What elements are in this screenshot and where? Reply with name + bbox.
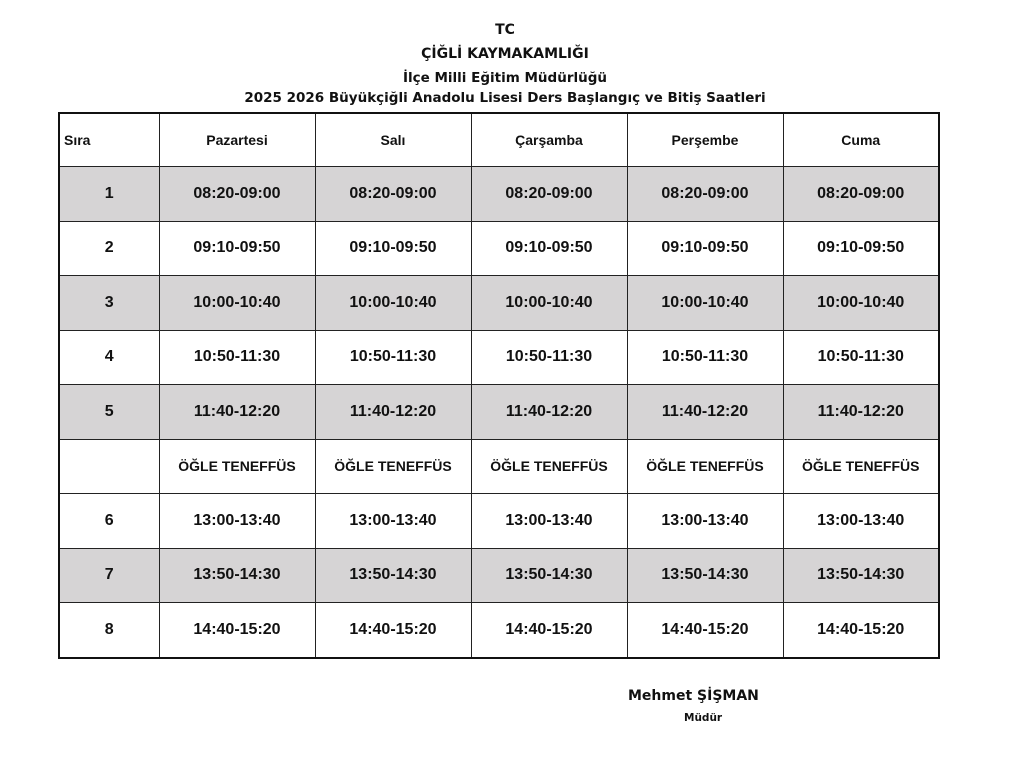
column-header-sali: Salı xyxy=(315,113,471,167)
table-row xyxy=(59,276,939,331)
table-row xyxy=(59,330,939,385)
signatory-name: Mehmet ŞİŞMAN xyxy=(628,688,759,704)
column-header-carsamba: Çarşamba xyxy=(471,113,627,167)
time-cell: 08:20-09:00 xyxy=(783,167,939,222)
signatory-role: Müdür xyxy=(684,712,723,724)
break-cell: ÖĞLE TENEFFÜS xyxy=(471,439,627,494)
time-cell: 11:40-12:20 xyxy=(783,385,939,440)
row-number: 7 xyxy=(59,548,159,603)
table-row xyxy=(59,167,939,222)
break-cell: ÖĞLE TENEFFÜS xyxy=(627,439,783,494)
table-row xyxy=(59,221,939,276)
table-header-row xyxy=(59,113,939,167)
schedule-table xyxy=(58,112,940,659)
time-cell: 13:00-13:40 xyxy=(783,494,939,549)
time-cell: 08:20-09:00 xyxy=(627,167,783,222)
time-cell: 09:10-09:50 xyxy=(159,221,315,276)
row-number xyxy=(59,439,159,494)
time-cell: 08:20-09:00 xyxy=(159,167,315,222)
break-cell: ÖĞLE TENEFFÜS xyxy=(315,439,471,494)
time-cell: 08:20-09:00 xyxy=(471,167,627,222)
row-number: 5 xyxy=(59,385,159,440)
row-number: 8 xyxy=(59,603,159,658)
time-cell: 10:50-11:30 xyxy=(783,330,939,385)
time-cell: 14:40-15:20 xyxy=(627,603,783,658)
time-cell: 14:40-15:20 xyxy=(783,603,939,658)
time-cell: 09:10-09:50 xyxy=(783,221,939,276)
time-cell: 09:10-09:50 xyxy=(627,221,783,276)
column-header-sira: Sıra xyxy=(59,113,159,167)
time-cell: 10:00-10:40 xyxy=(159,276,315,331)
time-cell: 14:40-15:20 xyxy=(315,603,471,658)
time-cell: 10:50-11:30 xyxy=(159,330,315,385)
header-line-district: ÇİĞLİ KAYMAKAMLIĞI xyxy=(421,46,589,62)
column-header-cuma: Cuma xyxy=(783,113,939,167)
time-cell: 13:50-14:30 xyxy=(315,548,471,603)
column-header-persembe: Perşembe xyxy=(627,113,783,167)
time-cell: 10:00-10:40 xyxy=(783,276,939,331)
time-cell: 13:00-13:40 xyxy=(627,494,783,549)
time-cell: 10:50-11:30 xyxy=(471,330,627,385)
row-number: 6 xyxy=(59,494,159,549)
row-number: 4 xyxy=(59,330,159,385)
time-cell: 11:40-12:20 xyxy=(471,385,627,440)
table-row xyxy=(59,603,939,658)
time-cell: 10:50-11:30 xyxy=(627,330,783,385)
time-cell: 09:10-09:50 xyxy=(315,221,471,276)
break-cell: ÖĞLE TENEFFÜS xyxy=(783,439,939,494)
time-cell: 14:40-15:20 xyxy=(159,603,315,658)
row-number: 1 xyxy=(59,167,159,222)
lunch-break-row xyxy=(59,439,939,494)
time-cell: 10:00-10:40 xyxy=(315,276,471,331)
header-line-tc: TC xyxy=(495,22,515,38)
break-cell: ÖĞLE TENEFFÜS xyxy=(159,439,315,494)
time-cell: 13:50-14:30 xyxy=(627,548,783,603)
row-number: 3 xyxy=(59,276,159,331)
time-cell: 11:40-12:20 xyxy=(627,385,783,440)
table-row xyxy=(59,494,939,549)
time-cell: 13:00-13:40 xyxy=(159,494,315,549)
row-number: 2 xyxy=(59,221,159,276)
time-cell: 13:00-13:40 xyxy=(315,494,471,549)
time-cell: 14:40-15:20 xyxy=(471,603,627,658)
table-row xyxy=(59,548,939,603)
time-cell: 13:00-13:40 xyxy=(471,494,627,549)
time-cell: 13:50-14:30 xyxy=(471,548,627,603)
column-header-pazartesi: Pazartesi xyxy=(159,113,315,167)
time-cell: 13:50-14:30 xyxy=(783,548,939,603)
time-cell: 09:10-09:50 xyxy=(471,221,627,276)
time-cell: 11:40-12:20 xyxy=(159,385,315,440)
time-cell: 08:20-09:00 xyxy=(315,167,471,222)
header-line-directorate: İlçe Milli Eğitim Müdürlüğü xyxy=(402,70,607,86)
table-row xyxy=(59,385,939,440)
time-cell: 11:40-12:20 xyxy=(315,385,471,440)
time-cell: 10:00-10:40 xyxy=(471,276,627,331)
time-cell: 10:00-10:40 xyxy=(627,276,783,331)
time-cell: 13:50-14:30 xyxy=(159,548,315,603)
document-title: 2025 2026 Büyükçiğli Anadolu Lisesi Ders Başlangıç ve Bitiş Saatleri xyxy=(244,90,766,106)
time-cell: 10:50-11:30 xyxy=(315,330,471,385)
